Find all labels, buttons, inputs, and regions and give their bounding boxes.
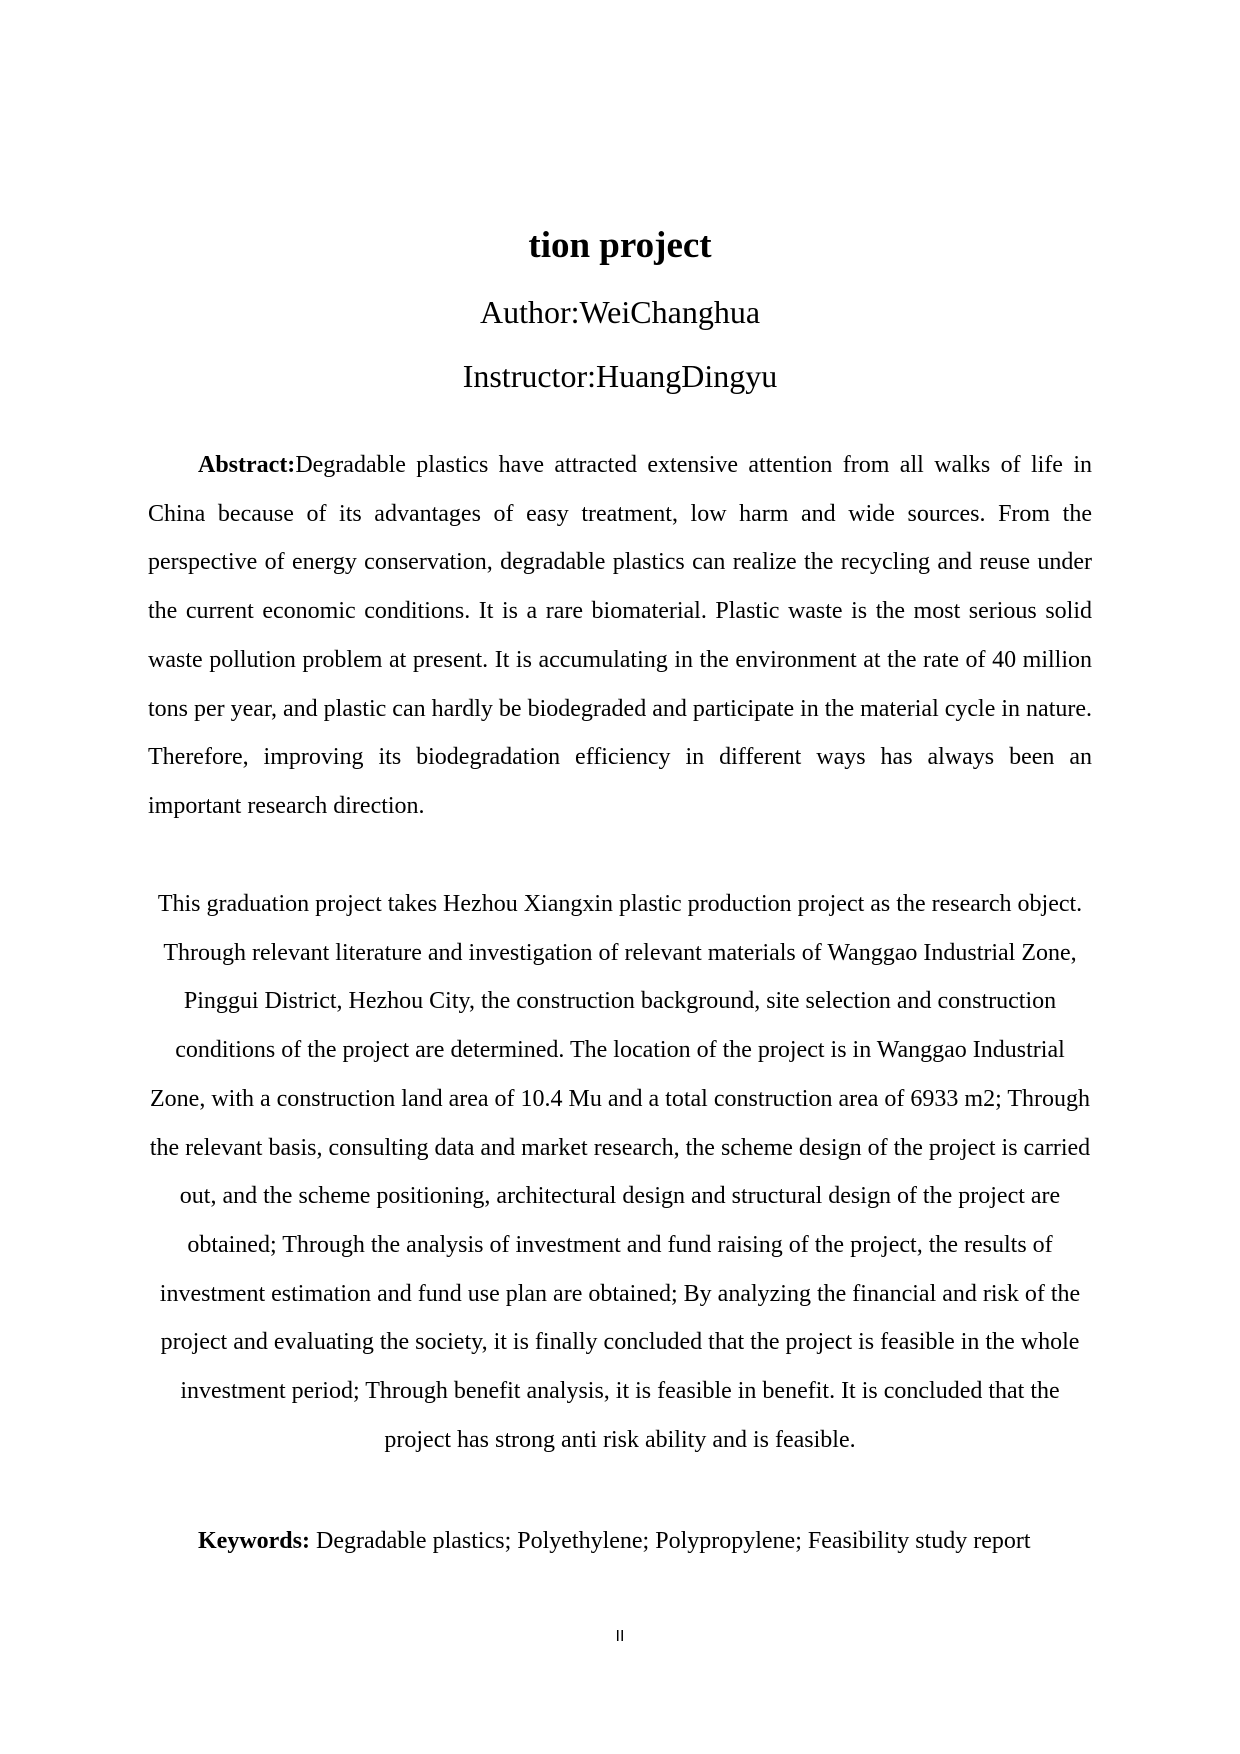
- keywords-label: Keywords:: [198, 1528, 310, 1554]
- keywords-line: [198, 1519, 1031, 1563]
- keywords-text: Degradable plastics; Polyethylene; Polypropylene; Feasibility study report: [309, 1528, 1031, 1554]
- abstract-text: Degradable plastics have attracted extensive attention from all walks of life in China because of its advantages of easy treatment, low harm and wide sources. From the perspective of energy conservation, degradable plastics can realize the recycling and reuse under the current economic conditions. It is a rare biomaterial. Plastic waste is the most serious solid waste pollution problem at present. It is accumulating in the environment at the rate of 40 million tons per year, and plastic can hardly be biodegraded and participate in the material cycle in nature. Therefore, improving its biodegradation efficiency in different ways has always been an important research direction.: [148, 452, 1092, 819]
- abstract-label: Abstract:: [198, 452, 296, 478]
- summary-paragraph: This graduation project takes Hezhou Xiangxin plastic production project as the research object. Through relevant literature and investigation of relevant materials of Wanggao Industrial Zone, Pinggui District, Hezhou City, the construction background, site selection and construction conditions of the project are determined. The location of the project is in Wanggao Industrial Zone, with a construction land area of 10.4 Mu and a total construction area of 6933 m2; Through the relevant basis, consulting data and market research, the scheme design of the project is carried out, and the scheme positioning, architectural design and structural design of the project are obtained; Through the analysis of investment and fund raising of the project, the results of investment estimation and fund use plan are obtained; By analyzing the financial and risk of the project and evaluating the society, it is finally concluded that the project is feasible in the whole investment period; Through benefit analysis, it is feasible in benefit. It is concluded that the project has strong anti risk ability and is feasible.: [149, 891, 1091, 1453]
- page-number: II: [615, 1628, 625, 1645]
- author-line: Author:WeiChanghua: [479, 294, 761, 330]
- page-title: tion project: [528, 225, 712, 266]
- abstract-paragraph: [148, 441, 1092, 831]
- instructor-line: Instructor:HuangDingyu: [462, 358, 778, 394]
